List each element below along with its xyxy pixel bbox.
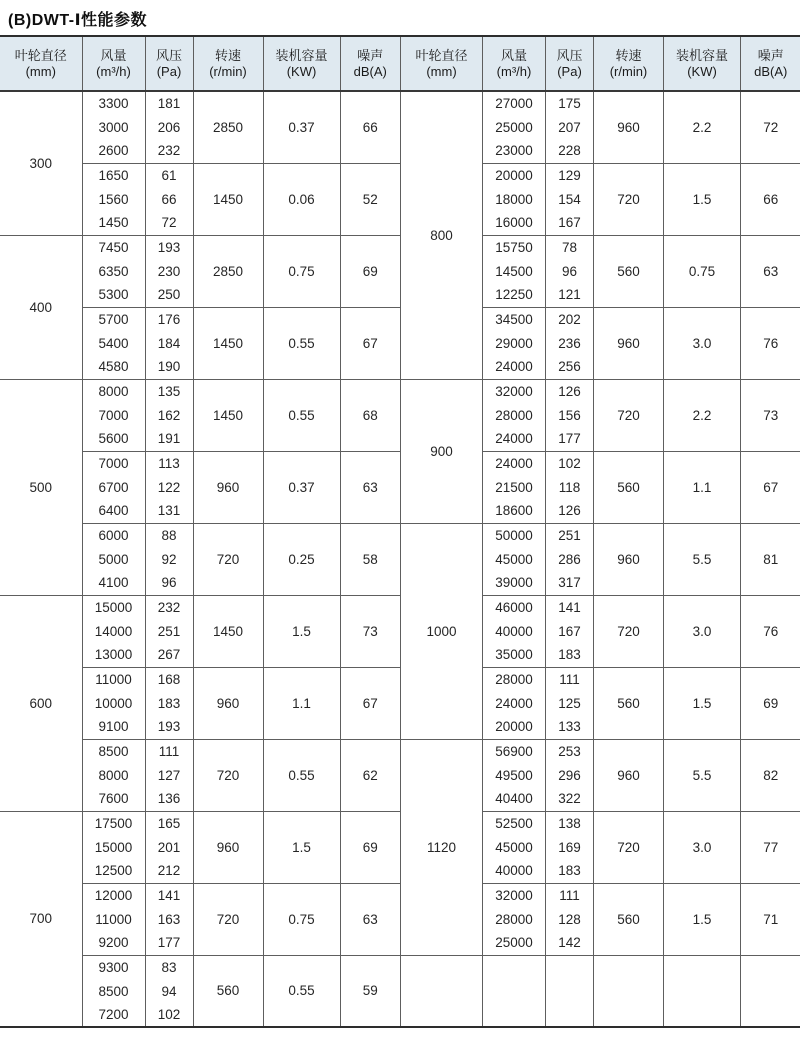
- power-cell: 1.5: [263, 595, 340, 667]
- pressure-cell: 322: [546, 787, 594, 811]
- table-row: [0, 235, 400, 259]
- empty-cell: [664, 955, 741, 1027]
- diameter-cell: 1120: [401, 739, 483, 955]
- flow-cell: 15750: [483, 235, 546, 259]
- pressure-cell: 127: [145, 763, 193, 787]
- pressure-cell: 250: [145, 283, 193, 307]
- pressure-cell: 183: [546, 643, 594, 667]
- pressure-cell: 135: [145, 379, 193, 403]
- flow-cell: 4100: [82, 571, 145, 595]
- pressure-cell: 232: [145, 139, 193, 163]
- flow-cell: 8000: [82, 763, 145, 787]
- speed-cell: 560: [594, 451, 664, 523]
- flow-cell: 32000: [483, 379, 546, 403]
- pressure-cell: 141: [546, 595, 594, 619]
- noise-cell: 73: [741, 379, 800, 451]
- pressure-cell: 190: [145, 355, 193, 379]
- noise-cell: 82: [741, 739, 800, 811]
- header-unit-speed: (r/min): [609, 64, 648, 80]
- power-cell: 3.0: [664, 595, 741, 667]
- power-cell: 1.5: [664, 667, 741, 739]
- flow-cell: 7450: [82, 235, 145, 259]
- pressure-cell: 142: [546, 931, 594, 955]
- flow-cell: 6700: [82, 475, 145, 499]
- flow-cell: 40000: [483, 859, 546, 883]
- pressure-cell: 88: [145, 523, 193, 547]
- noise-cell: 69: [741, 667, 800, 739]
- header-label-flow: 风量: [500, 47, 527, 63]
- pressure-cell: 230: [145, 259, 193, 283]
- pressure-cell: 191: [145, 427, 193, 451]
- pressure-cell: 207: [546, 115, 594, 139]
- flow-cell: 10000: [82, 691, 145, 715]
- flow-cell: 7000: [82, 451, 145, 475]
- power-cell: 1.1: [263, 667, 340, 739]
- table-row: [0, 91, 400, 115]
- pressure-cell: 92: [145, 547, 193, 571]
- header-cell-power: [263, 36, 340, 91]
- diameter-cell: 700: [0, 811, 82, 1027]
- flow-cell: 5000: [82, 547, 145, 571]
- pressure-cell: 66: [145, 187, 193, 211]
- flow-cell: 40400: [483, 787, 546, 811]
- pressure-cell: 212: [145, 859, 193, 883]
- pressure-cell: 183: [145, 691, 193, 715]
- flow-cell: 8000: [82, 379, 145, 403]
- noise-cell: 59: [340, 955, 400, 1027]
- flow-cell: 9100: [82, 715, 145, 739]
- flow-cell: 1450: [82, 211, 145, 235]
- speed-cell: 720: [193, 739, 263, 811]
- flow-cell: 24000: [483, 355, 546, 379]
- noise-cell: 67: [340, 667, 400, 739]
- noise-cell: 63: [340, 451, 400, 523]
- flow-cell: 12000: [82, 883, 145, 907]
- empty-cell: [741, 955, 800, 1027]
- header-label-power: 装机容量: [275, 47, 328, 63]
- header-cell-power: [664, 36, 741, 91]
- diameter-cell: 400: [0, 235, 82, 379]
- pressure-cell: 253: [546, 739, 594, 763]
- pressure-cell: 162: [145, 403, 193, 427]
- pressure-cell: 251: [546, 523, 594, 547]
- pressure-cell: 201: [145, 835, 193, 859]
- flow-cell: 11000: [82, 667, 145, 691]
- noise-cell: 63: [741, 235, 800, 307]
- flow-cell: 20000: [483, 715, 546, 739]
- flow-cell: 24000: [483, 451, 546, 475]
- header-label-speed: 转速: [615, 47, 642, 63]
- flow-cell: 3300: [82, 91, 145, 115]
- header-cell-diameter: [401, 36, 483, 91]
- noise-cell: 71: [741, 883, 800, 955]
- flow-cell: 6000: [82, 523, 145, 547]
- pressure-cell: 256: [546, 355, 594, 379]
- pressure-cell: 121: [546, 283, 594, 307]
- header-unit-speed: (r/min): [209, 64, 247, 80]
- flow-cell: 46000: [483, 595, 546, 619]
- pressure-cell: 193: [145, 715, 193, 739]
- flow-cell: 11000: [82, 907, 145, 931]
- power-cell: 1.5: [664, 883, 741, 955]
- diameter-cell: 900: [401, 379, 483, 523]
- flow-cell: 39000: [483, 571, 546, 595]
- flow-cell: 27000: [483, 91, 546, 115]
- header-unit-pressure: (Pa): [156, 64, 182, 80]
- empty-filler-row: [401, 955, 800, 1027]
- speed-cell: 960: [594, 307, 664, 379]
- flow-cell: 29000: [483, 331, 546, 355]
- speed-cell: 2850: [193, 91, 263, 163]
- flow-cell: 17500: [82, 811, 145, 835]
- noise-cell: 76: [741, 595, 800, 667]
- header-row: [401, 36, 800, 91]
- speed-cell: 560: [594, 883, 664, 955]
- pressure-cell: 126: [546, 379, 594, 403]
- pressure-cell: 96: [546, 259, 594, 283]
- pressure-cell: 96: [145, 571, 193, 595]
- pressure-cell: 236: [546, 331, 594, 355]
- noise-cell: 81: [741, 523, 800, 595]
- empty-cell: [546, 955, 594, 1027]
- spec-table-left: [0, 35, 400, 1028]
- flow-cell: 13000: [82, 643, 145, 667]
- pressure-cell: 184: [145, 331, 193, 355]
- pressure-cell: 177: [145, 931, 193, 955]
- page-title: (B)DWT-Ⅰ性能参数: [8, 12, 148, 29]
- flow-cell: 56900: [483, 739, 546, 763]
- pressure-cell: 129: [546, 163, 594, 187]
- speed-cell: 720: [193, 883, 263, 955]
- pressure-cell: 61: [145, 163, 193, 187]
- pressure-cell: 202: [546, 307, 594, 331]
- flow-cell: 32000: [483, 883, 546, 907]
- noise-cell: 52: [340, 163, 400, 235]
- table-row: [401, 91, 800, 115]
- flow-cell: 21500: [483, 475, 546, 499]
- pressure-cell: 122: [145, 475, 193, 499]
- pressure-cell: 181: [145, 91, 193, 115]
- pressure-cell: 102: [546, 451, 594, 475]
- noise-cell: 58: [340, 523, 400, 595]
- power-cell: 1.5: [263, 811, 340, 883]
- pressure-cell: 286: [546, 547, 594, 571]
- header-unit-flow: (m³/h): [96, 64, 131, 80]
- speed-cell: 560: [594, 235, 664, 307]
- noise-cell: 67: [340, 307, 400, 379]
- noise-cell: 69: [340, 811, 400, 883]
- flow-cell: 12250: [483, 283, 546, 307]
- performance-tables: [0, 35, 800, 1028]
- noise-cell: 66: [340, 91, 400, 163]
- flow-cell: 28000: [483, 907, 546, 931]
- speed-cell: 720: [594, 163, 664, 235]
- pressure-cell: 267: [145, 643, 193, 667]
- flow-cell: 45000: [483, 547, 546, 571]
- diameter-cell: 300: [0, 91, 82, 235]
- flow-cell: 24000: [483, 427, 546, 451]
- header-label-power: 装机容量: [675, 47, 728, 63]
- flow-cell: 1650: [82, 163, 145, 187]
- flow-cell: 16000: [483, 211, 546, 235]
- speed-cell: 960: [594, 523, 664, 595]
- speed-cell: 1450: [193, 307, 263, 379]
- power-cell: 1.5: [664, 163, 741, 235]
- power-cell: 3.0: [664, 811, 741, 883]
- flow-cell: 9300: [82, 955, 145, 979]
- header-cell-diameter: [0, 36, 82, 91]
- pressure-cell: 154: [546, 187, 594, 211]
- power-cell: 2.2: [664, 379, 741, 451]
- speed-cell: 720: [193, 523, 263, 595]
- flow-cell: 9200: [82, 931, 145, 955]
- header-cell-noise: [741, 36, 800, 91]
- pressure-cell: 118: [546, 475, 594, 499]
- power-cell: 3.0: [664, 307, 741, 379]
- empty-cell: [594, 955, 664, 1027]
- power-cell: 0.25: [263, 523, 340, 595]
- flow-cell: 28000: [483, 403, 546, 427]
- speed-cell: 2850: [193, 235, 263, 307]
- pressure-cell: 83: [145, 955, 193, 979]
- pressure-cell: 176: [145, 307, 193, 331]
- flow-cell: 3000: [82, 115, 145, 139]
- pressure-cell: 126: [546, 499, 594, 523]
- header-cell-noise: [340, 36, 400, 91]
- header-unit-power: (KW): [687, 64, 717, 80]
- pressure-cell: 102: [145, 1003, 193, 1027]
- pressure-cell: 165: [145, 811, 193, 835]
- table-row: [401, 379, 800, 403]
- header-label-noise: 噪声: [757, 47, 784, 63]
- noise-cell: 67: [741, 451, 800, 523]
- header-unit-pressure: (Pa): [557, 64, 582, 80]
- flow-cell: 14500: [483, 259, 546, 283]
- flow-cell: 7000: [82, 403, 145, 427]
- flow-cell: 8500: [82, 739, 145, 763]
- power-cell: 0.75: [664, 235, 741, 307]
- pressure-cell: 78: [546, 235, 594, 259]
- speed-cell: 720: [594, 595, 664, 667]
- header-unit-noise: dB(A): [353, 64, 387, 80]
- speed-cell: 560: [594, 667, 664, 739]
- flow-cell: 24000: [483, 691, 546, 715]
- pressure-cell: 111: [546, 883, 594, 907]
- power-cell: 0.55: [263, 379, 340, 451]
- empty-cell: [483, 955, 546, 1027]
- flow-cell: 20000: [483, 163, 546, 187]
- power-cell: 2.2: [664, 91, 741, 163]
- flow-cell: 18600: [483, 499, 546, 523]
- pressure-cell: 163: [145, 907, 193, 931]
- header-unit-diameter: (mm): [426, 64, 457, 80]
- pressure-cell: 111: [546, 667, 594, 691]
- pressure-cell: 193: [145, 235, 193, 259]
- header-label-pressure: 风压: [556, 47, 583, 63]
- flow-cell: 50000: [483, 523, 546, 547]
- pressure-cell: 156: [546, 403, 594, 427]
- noise-cell: 76: [741, 307, 800, 379]
- header-cell-flow: [82, 36, 145, 91]
- pressure-cell: 175: [546, 91, 594, 115]
- flow-cell: 12500: [82, 859, 145, 883]
- flow-cell: 4580: [82, 355, 145, 379]
- power-cell: 0.06: [263, 163, 340, 235]
- noise-cell: 66: [741, 163, 800, 235]
- pressure-cell: 296: [546, 763, 594, 787]
- flow-cell: 8500: [82, 979, 145, 1003]
- pressure-cell: 206: [145, 115, 193, 139]
- diameter-cell: 600: [0, 595, 82, 811]
- header-label-noise: 噪声: [357, 47, 384, 63]
- noise-cell: 69: [340, 235, 400, 307]
- power-cell: 0.55: [263, 307, 340, 379]
- speed-cell: 960: [594, 91, 664, 163]
- pressure-cell: 168: [145, 667, 193, 691]
- flow-cell: 5600: [82, 427, 145, 451]
- pressure-cell: 167: [546, 211, 594, 235]
- flow-cell: 2600: [82, 139, 145, 163]
- flow-cell: 5300: [82, 283, 145, 307]
- noise-cell: 62: [340, 739, 400, 811]
- pressure-cell: 141: [145, 883, 193, 907]
- flow-cell: 28000: [483, 667, 546, 691]
- diameter-cell: 500: [0, 379, 82, 595]
- header-unit-diameter: (mm): [25, 64, 56, 80]
- pressure-cell: 113: [145, 451, 193, 475]
- power-cell: 0.75: [263, 235, 340, 307]
- flow-cell: 7600: [82, 787, 145, 811]
- flow-cell: 18000: [483, 187, 546, 211]
- flow-cell: 45000: [483, 835, 546, 859]
- noise-cell: 72: [741, 91, 800, 163]
- header-label-pressure: 风压: [155, 47, 182, 63]
- table-row: [401, 739, 800, 763]
- speed-cell: 560: [193, 955, 263, 1027]
- power-cell: 1.1: [664, 451, 741, 523]
- speed-cell: 960: [193, 811, 263, 883]
- pressure-cell: 177: [546, 427, 594, 451]
- header-label-diameter: 叶轮直径: [14, 47, 67, 63]
- header-label-flow: 风量: [100, 47, 127, 63]
- pressure-cell: 128: [546, 907, 594, 931]
- power-cell: 0.55: [263, 739, 340, 811]
- table-row: [0, 595, 400, 619]
- spec-table-right: [400, 35, 800, 1028]
- flow-cell: 14000: [82, 619, 145, 643]
- pressure-cell: 94: [145, 979, 193, 1003]
- flow-cell: 40000: [483, 619, 546, 643]
- flow-cell: 34500: [483, 307, 546, 331]
- flow-cell: 25000: [483, 115, 546, 139]
- flow-cell: 25000: [483, 931, 546, 955]
- flow-cell: 35000: [483, 643, 546, 667]
- table-row: [401, 523, 800, 547]
- header-unit-flow: (m³/h): [496, 64, 532, 80]
- pressure-cell: 317: [546, 571, 594, 595]
- power-cell: 0.55: [263, 955, 340, 1027]
- header-unit-power: (KW): [286, 64, 317, 80]
- header-cell-pressure: [546, 36, 594, 91]
- header-cell-pressure: [145, 36, 193, 91]
- flow-cell: 6400: [82, 499, 145, 523]
- pressure-cell: 183: [546, 859, 594, 883]
- pressure-cell: 167: [546, 619, 594, 643]
- flow-cell: 7200: [82, 1003, 145, 1027]
- header-unit-noise: dB(A): [754, 64, 788, 80]
- flow-cell: 5700: [82, 307, 145, 331]
- header-label-speed: 转速: [214, 47, 241, 63]
- flow-cell: 49500: [483, 763, 546, 787]
- speed-cell: 1450: [193, 163, 263, 235]
- pressure-cell: 228: [546, 139, 594, 163]
- pressure-cell: 136: [145, 787, 193, 811]
- flow-cell: 5400: [82, 331, 145, 355]
- speed-cell: 1450: [193, 379, 263, 451]
- pressure-cell: 131: [145, 499, 193, 523]
- pressure-cell: 138: [546, 811, 594, 835]
- pressure-cell: 169: [546, 835, 594, 859]
- pressure-cell: 232: [145, 595, 193, 619]
- pressure-cell: 72: [145, 211, 193, 235]
- noise-cell: 73: [340, 595, 400, 667]
- power-cell: 5.5: [664, 523, 741, 595]
- diameter-cell: 1000: [401, 523, 483, 739]
- noise-cell: 68: [340, 379, 400, 451]
- flow-cell: 6350: [82, 259, 145, 283]
- speed-cell: 720: [594, 811, 664, 883]
- empty-cell: [401, 955, 483, 1027]
- header-row: [0, 36, 400, 91]
- power-cell: 5.5: [664, 739, 741, 811]
- power-cell: 0.75: [263, 883, 340, 955]
- pressure-cell: 133: [546, 715, 594, 739]
- noise-cell: 77: [741, 811, 800, 883]
- flow-cell: 15000: [82, 835, 145, 859]
- pressure-cell: 111: [145, 739, 193, 763]
- flow-cell: 1560: [82, 187, 145, 211]
- diameter-cell: 800: [401, 91, 483, 379]
- pressure-cell: 125: [546, 691, 594, 715]
- header-cell-speed: [594, 36, 664, 91]
- speed-cell: 960: [193, 667, 263, 739]
- power-cell: 0.37: [263, 91, 340, 163]
- speed-cell: 960: [594, 739, 664, 811]
- pressure-cell: 251: [145, 619, 193, 643]
- flow-cell: 23000: [483, 139, 546, 163]
- speed-cell: 720: [594, 379, 664, 451]
- header-label-diameter: 叶轮直径: [415, 47, 468, 63]
- table-row: [0, 811, 400, 835]
- table-row: [0, 379, 400, 403]
- speed-cell: 960: [193, 451, 263, 523]
- power-cell: 0.37: [263, 451, 340, 523]
- flow-cell: 52500: [483, 811, 546, 835]
- speed-cell: 1450: [193, 595, 263, 667]
- header-cell-flow: [483, 36, 546, 91]
- flow-cell: 15000: [82, 595, 145, 619]
- noise-cell: 63: [340, 883, 400, 955]
- header-cell-speed: [193, 36, 263, 91]
